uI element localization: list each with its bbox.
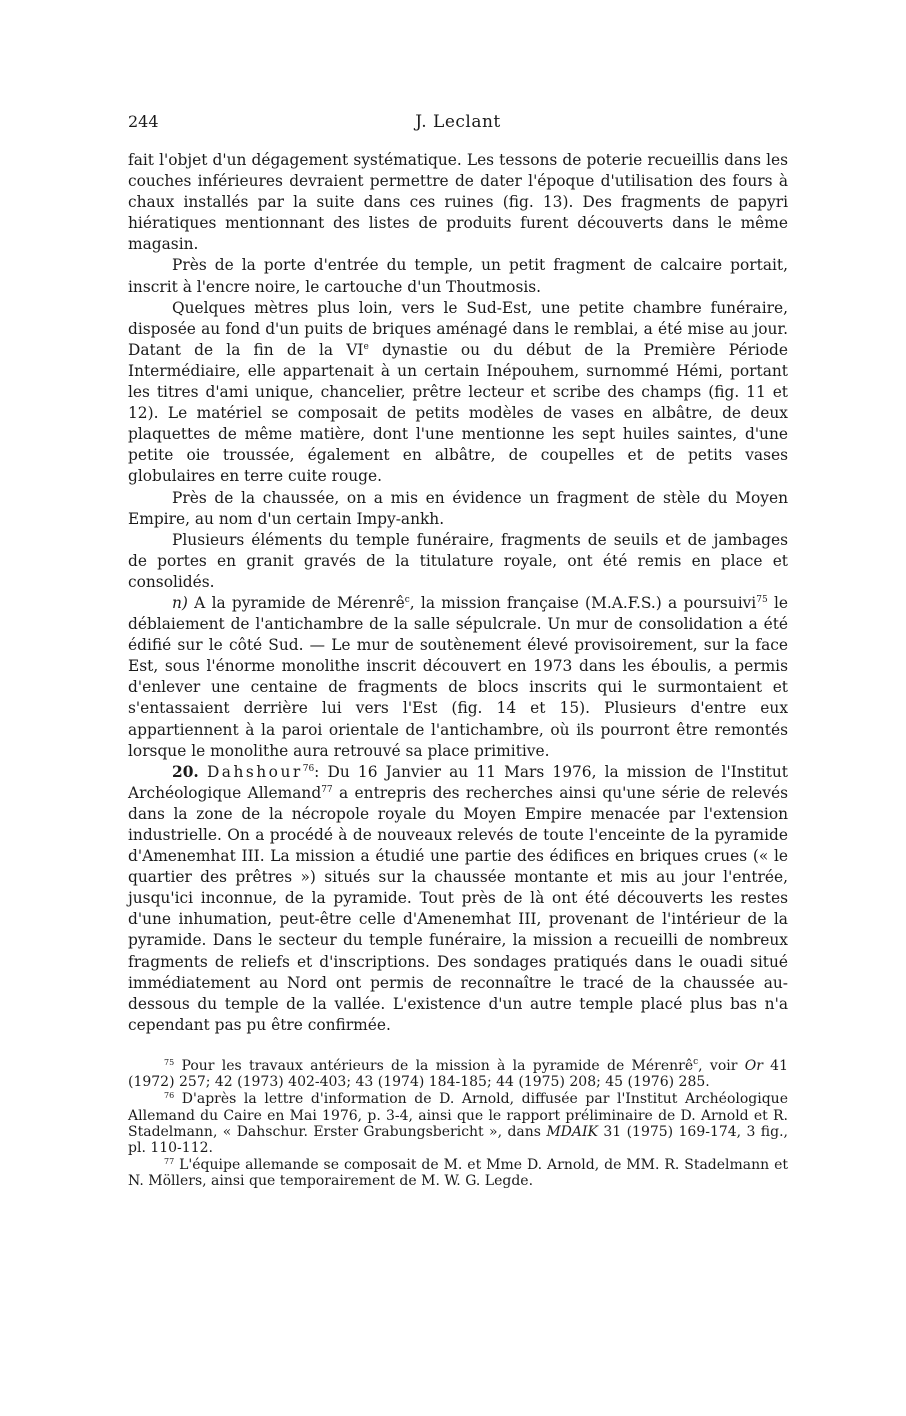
text-segment: 31 (1975) 169-174, 3 fig., pl. 110-112.: [128, 1123, 788, 1157]
text-segment: : Du 16 Janvier au 11 Mars 1976, la mission de l'Institut Archéologique Allemand: [128, 762, 788, 802]
footnote-ref: 75: [756, 594, 768, 605]
text-segment: Quelques mètres plus loin, vers le Sud-Est, une petite chambre funéraire, disposée au fond d'un puits de briques aménagé dans le remblai, a été mise au jour. Datant de la fin de la VI: [128, 298, 788, 359]
text-segment: dynastie ou du début de la Première Période Intermédiaire, elle appartenait à un certain Inépouhem, surnommé Hémi, portant les titres d'ami unique, chancelier, prêtre lecteur et scribe des champs (fig. 11 et 12). Le matériel se composait de petits modèles de vases en albâtre, de deux plaquettes de même matière, dont l'une mentionne les sept huiles saintes, d'une petite oie troussée, également en albâtre, de coupelles et de petits vases globulaires en terre cuite rouge.: [128, 340, 788, 486]
superscript: c: [693, 1057, 699, 1067]
text-segment: 41 (1972) 257; 42 (1973) 402-403; 43 (1974) 184-185; 44 (1975) 208; 45 (1976) 285.: [128, 1058, 788, 1091]
paragraph: fait l'objet d'un dégagement systématique. Les tessons de poterie recueillis dans les couches inférieures devraient permettre de dater l'époque d'utilisation des fours à chaux installés par la suite dans ces ruines (fig. 13). Des fragments de papyri hiératiques mentionnant des listes de produits furent découverts dans le même magasin.: [128, 151, 788, 254]
text-segment: Pour les travaux antérieurs de la mission à la pyramide de Mérenrê: [174, 1058, 694, 1074]
paragraph: [128, 593, 788, 762]
paragraph: Près de la porte d'entrée du temple, un petit fragment de calcaire portait, inscrit à l'encre noire, le cartouche d'un Thoutmosis.: [128, 256, 788, 296]
footnote-number: 77: [164, 1157, 175, 1167]
section-number: 20.: [172, 762, 199, 781]
journal-abbrev: MDAIK: [546, 1123, 599, 1140]
page-header: [128, 112, 788, 138]
running-head: J. Leclant: [415, 112, 501, 132]
text-segment: , voir: [698, 1058, 745, 1074]
footnote: [128, 1058, 788, 1090]
text-segment: , la mission française (M.A.F.S.) a poursuivi: [409, 593, 757, 612]
footnote-number: 76: [164, 1091, 175, 1101]
page-number: 244: [128, 112, 159, 131]
text-segment: D'après la lettre d'information de D. Arnold, diffusée par l'Institut Archéologique Allemand du Caire en Mai 1976, p. 3-4, ainsi que le rapport préliminaire de D. Arnold et R. Stadelmann, « Dahschur. Erster Grabungsbericht », dans: [128, 1091, 788, 1140]
paragraph: [128, 762, 788, 1036]
superscript: c: [404, 594, 410, 605]
text-segment: A la pyramide de Mérenrê: [187, 593, 405, 612]
footnote-ref: 77: [321, 784, 333, 795]
paragraph: [128, 298, 788, 488]
text-segment: a entrepris des recherches ainsi qu'une série de relevés dans la zone de la nécropole royale du Moyen Empire menacée par l'extension industrielle. On a procédé à de nouveaux relevés de toute l'enceinte de la pyramide d'Amenemhat III. La mission a étudié une partie des édifices en briques crues (« le quartier des prêtres ») situés sur la chaussée montante et mis au jour l'entrée, jusqu'ici inconnue, de la pyramide. Tout près de là ont été découverts les restes d'une inhumation, peut-être celle d'Amenemhat III, provenant de l'intérieur de la pyramide. Dans le secteur du temple funéraire, la mission a recueilli de nombreux fragments de reliefs et d'inscriptions. Des sondages pratiqués dans le ouadi situé immédiatement au Nord ont permis de reconnaître le tracé de la chaussée au-dessous du temple de la vallée. L'existence d'un autre temple placé plus bas n'a cependant pas pu être confirmée.: [128, 783, 788, 1034]
body-text: [128, 150, 788, 1036]
journal-abbrev: Or: [744, 1058, 763, 1074]
footnote-ref: 76: [302, 763, 315, 774]
paragraph: Près de la chaussée, on a mis en évidence un fragment de stèle du Moyen Empire, au nom d'un certain Impy-ankh.: [128, 488, 788, 528]
section-label: n): [172, 593, 188, 612]
footnote-number: 75: [164, 1058, 175, 1067]
text-segment: le déblaiement de l'antichambre de la salle sépulcrale. Un mur de consolidation a été édifié sur le côté Sud. — Le mur de soutènement élevé provisoirement, sur la face Est, sous l'énorme monolithe inscrit découvert en 1973 dans les éboulis, a permis d'enlever une centaine de fragments de blocs inscrits qui le surmontaient et s'entassaient derrière lui vers l'Est (fig. 14 et 15). Plusieurs d'entre eux appartiennent à la paroi orientale de l'antichambre, où ils pourront être remontés lorsque le monolithe aura retrouvé sa place primitive.: [128, 593, 788, 760]
superscript: e: [363, 341, 369, 352]
footnote: [128, 1157, 788, 1189]
footnotes: [128, 1058, 788, 1190]
footnote: [128, 1091, 788, 1156]
text-segment: L'équipe allemande se composait de M. et Mme D. Arnold, de MM. R. Stadelmann et N. Möllers, ainsi que temporairement de M. W. G. Legde.: [128, 1157, 788, 1190]
paragraph: Plusieurs éléments du temple funéraire, fragments de seuils et de jambages de portes en granit gravés de la titulature royale, ont été remis en place et consolidés.: [128, 530, 788, 591]
place-name: Dahshour: [206, 762, 303, 781]
